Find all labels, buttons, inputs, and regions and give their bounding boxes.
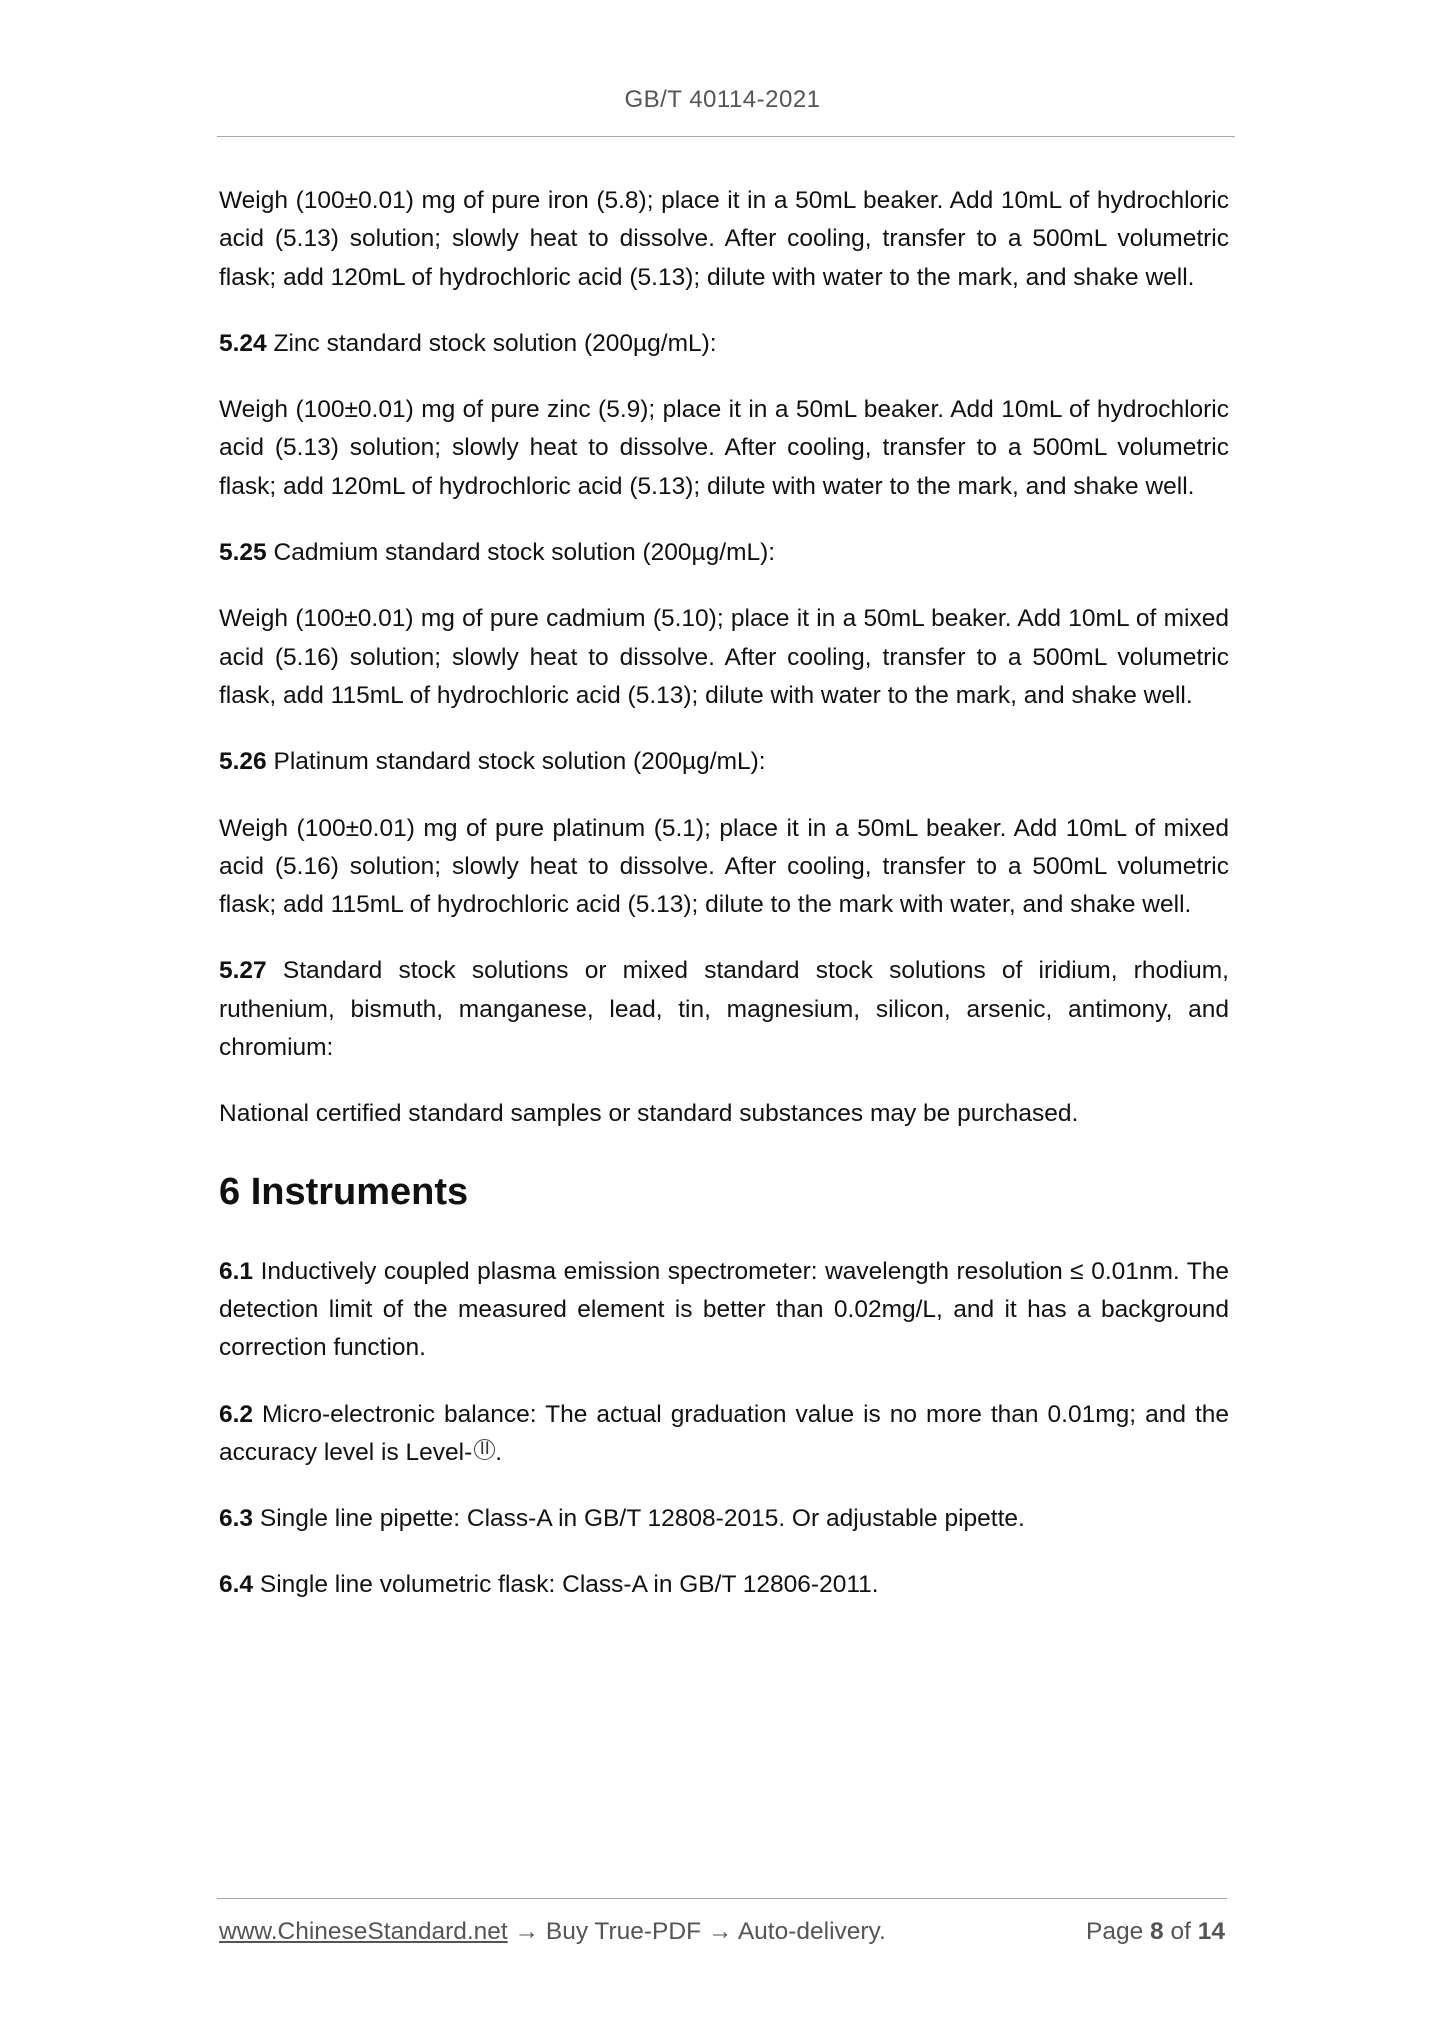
header-divider <box>217 136 1235 137</box>
clause-title: Zinc standard stock solution (200µg/mL): <box>266 329 717 357</box>
clause-5-24 <box>219 325 1229 363</box>
clause-number: 5.26 <box>219 748 267 776</box>
page-indicator <box>1086 1918 1225 1946</box>
clause-title: Standard stock solutions or mixed standard stock solutions of iridium, rhodium, ruthenium, bismuth, manganese, lead, tin, magnesium, silicon, arsenic, antimony, and chromium: <box>219 957 1229 1062</box>
clause-title: Cadmium standard stock solution (200µg/mL): <box>266 539 776 567</box>
page-header-title: GB/T 40114-2021 <box>624 86 821 113</box>
clause-end: . <box>495 1438 503 1466</box>
paragraph-iron-procedure: Weigh (100±0.01) mg of pure iron (5.8); place it in a 50mL beaker. Add 10mL of hydrochloric acid (5.13) solution; slowly heat to dissolve. After cooling, transfer to a 500mL volumetric flask; add 120mL of hydrochloric acid (5.13); dilute with water to the mark, and shake well. <box>219 187 1229 291</box>
footer-tagline: → Buy True-PDF → Auto-delivery. <box>507 1918 886 1945</box>
footer-promo <box>219 1918 886 1946</box>
page-of-label: of <box>1163 1918 1198 1945</box>
page-label: Page <box>1086 1918 1151 1945</box>
clause-number: 6.2 <box>219 1400 254 1428</box>
clause-5-26 <box>219 743 1229 781</box>
clause-5-25 <box>219 534 1229 572</box>
clause-6-4 <box>219 1566 1229 1604</box>
paragraph-zinc-procedure: Weigh (100±0.01) mg of pure zinc (5.9); place it in a 50mL beaker. Add 10mL of hydrochloric acid (5.13) solution; slowly heat to dissolve. After cooling, transfer to a 500mL volumetric flask; add 120mL of hydrochloric acid (5.13); dilute with water to the mark, and shake well. <box>219 396 1229 500</box>
paragraph-national-standards: National certified standard samples or standard substances may be purchased. <box>219 1100 1079 1128</box>
paragraph-cadmium-procedure: Weigh (100±0.01) mg of pure cadmium (5.10); place it in a 50mL beaker. Add 10mL of mixed acid (5.16) solution; slowly heat to dissolve. After cooling, transfer to a 500mL volumetric flask, add 115mL of hydrochloric acid (5.13); dilute with water to the mark, and shake well. <box>219 605 1229 709</box>
clause-number: 5.27 <box>219 957 267 985</box>
clause-number: 6.4 <box>219 1571 254 1599</box>
clause-number: 6.3 <box>219 1505 254 1533</box>
clause-text: Single line pipette: Class-A in GB/T 12808-2015. Or adjustable pipette. <box>253 1505 1025 1533</box>
clause-6-2 <box>219 1396 1229 1473</box>
clause-number: 6.1 <box>219 1257 254 1285</box>
page-content <box>219 182 1229 1633</box>
clause-text: Micro-electronic balance: The actual graduation value is no more than 0.01mg; and the accuracy level is Level- <box>219 1400 1229 1466</box>
clause-number: 5.24 <box>219 329 267 357</box>
clause-6-1 <box>219 1253 1229 1368</box>
clause-text: Inductively coupled plasma emission spectrometer: wavelength resolution ≤ 0.01nm. The detection limit of the measured element is better than 0.02mg/L, and it has a background correction function. <box>219 1257 1229 1362</box>
clause-number: 5.25 <box>219 539 267 567</box>
clause-5-27 <box>219 952 1229 1067</box>
clause-title: Platinum standard stock solution (200µg/mL): <box>266 748 766 776</box>
page-footer <box>219 1918 1225 1946</box>
paragraph-platinum-procedure: Weigh (100±0.01) mg of pure platinum (5.1); place it in a 50mL beaker. Add 10mL of mixed acid (5.16) solution; slowly heat to dissolve. After cooling, transfer to a 500mL volumetric flask; add 115mL of hydrochloric acid (5.13); dilute to the mark with water, and shake well. <box>219 814 1229 919</box>
section-heading-instruments: 6 Instruments <box>219 1170 469 1213</box>
footer-divider <box>217 1898 1227 1899</box>
page-total: 14 <box>1197 1918 1225 1945</box>
clause-6-3 <box>219 1500 1229 1538</box>
page-current: 8 <box>1150 1918 1164 1945</box>
clause-text: Single line volumetric flask: Class-A in GB/T 12806-2011. <box>253 1571 879 1599</box>
website-link[interactable]: www.ChineseStandard.net <box>219 1918 508 1945</box>
circled-level-mark: II <box>474 1439 495 1460</box>
